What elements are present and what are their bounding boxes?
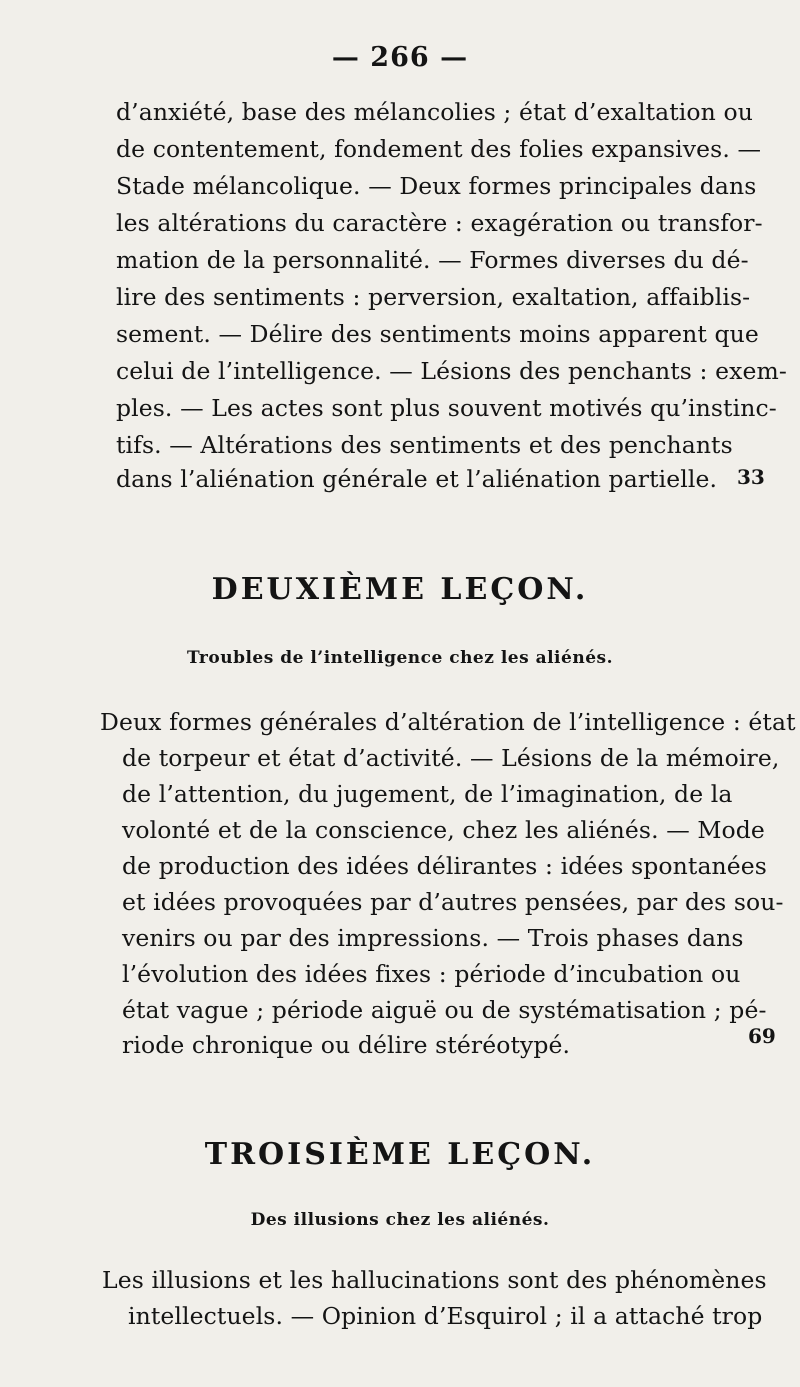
section1-line-1: d’anxiété, base des mélancolies ; état d’exaltation ou xyxy=(116,98,753,126)
section2-line-1: Deux formes générales d’altération de l’intelligence : état xyxy=(100,708,796,736)
section2-line-4: volonté et de la conscience, chez les aliénés. — Mode xyxy=(122,816,765,844)
section1-page-ref: 33 xyxy=(737,465,765,489)
page-number: — 266 — xyxy=(331,42,469,73)
section1-line-11: dans l’aliénation générale et l’aliénation partielle. xyxy=(116,465,718,493)
section3-line-1: Les illusions et les hallucinations sont des phénomènes xyxy=(102,1266,767,1294)
section3-line-2: intellectuels. — Opinion d’Esquirol ; il a attaché trop xyxy=(128,1302,763,1330)
section1-line-4: les altérations du caractère : exagération ou transfor- xyxy=(116,209,763,237)
section2-line-9: état vague ; période aiguë ou de systématisation ; pé- xyxy=(122,996,767,1024)
section2-subtitle: Troubles de l’intelligence chez les aliénés. xyxy=(187,648,613,668)
section1-line-8: celui de l’intelligence. — Lésions des penchants : exem- xyxy=(116,357,787,385)
section1-line-5: mation de la personnalité. — Formes diverses du dé- xyxy=(116,246,749,274)
section2-line-10: riode chronique ou délire stéréotypé. xyxy=(122,1031,571,1059)
section2-line-3: de l’attention, du jugement, de l’imagination, de la xyxy=(122,780,733,808)
section2-line-6: et idées provoquées par d’autres pensées, par des sou- xyxy=(122,888,784,916)
section2-line-5: de production des idées délirantes : idées spontanées xyxy=(122,852,767,880)
section3-title: TROISIÈME LEÇON. xyxy=(204,1137,596,1172)
section1-line-7: sement. — Délire des sentiments moins apparent que xyxy=(116,320,759,348)
section1-line-3: Stade mélancolique. — Deux formes principales dans xyxy=(116,172,757,200)
section1-line-9: ples. — Les actes sont plus souvent motivés qu’instinc- xyxy=(116,394,777,422)
section2-page-ref: 69 xyxy=(748,1024,776,1048)
section1-line-10: tifs. — Altérations des sentiments et des penchants xyxy=(116,431,733,459)
section2-line-8: l’évolution des idées fixes : période d’incubation ou xyxy=(122,960,741,988)
section2-line-7: venirs ou par des impressions. — Trois phases dans xyxy=(122,924,744,952)
section1-line-2: de contentement, fondement des folies expansives. — xyxy=(116,135,762,163)
section2-line-2: de torpeur et état d’activité. — Lésions de la mémoire, xyxy=(122,744,780,772)
section3-subtitle: Des illusions chez les aliénés. xyxy=(250,1210,550,1230)
section2-title: DEUXIÈME LEÇON. xyxy=(211,572,589,607)
section1-line-6: lire des sentiments : perversion, exaltation, affaiblis- xyxy=(116,283,751,311)
